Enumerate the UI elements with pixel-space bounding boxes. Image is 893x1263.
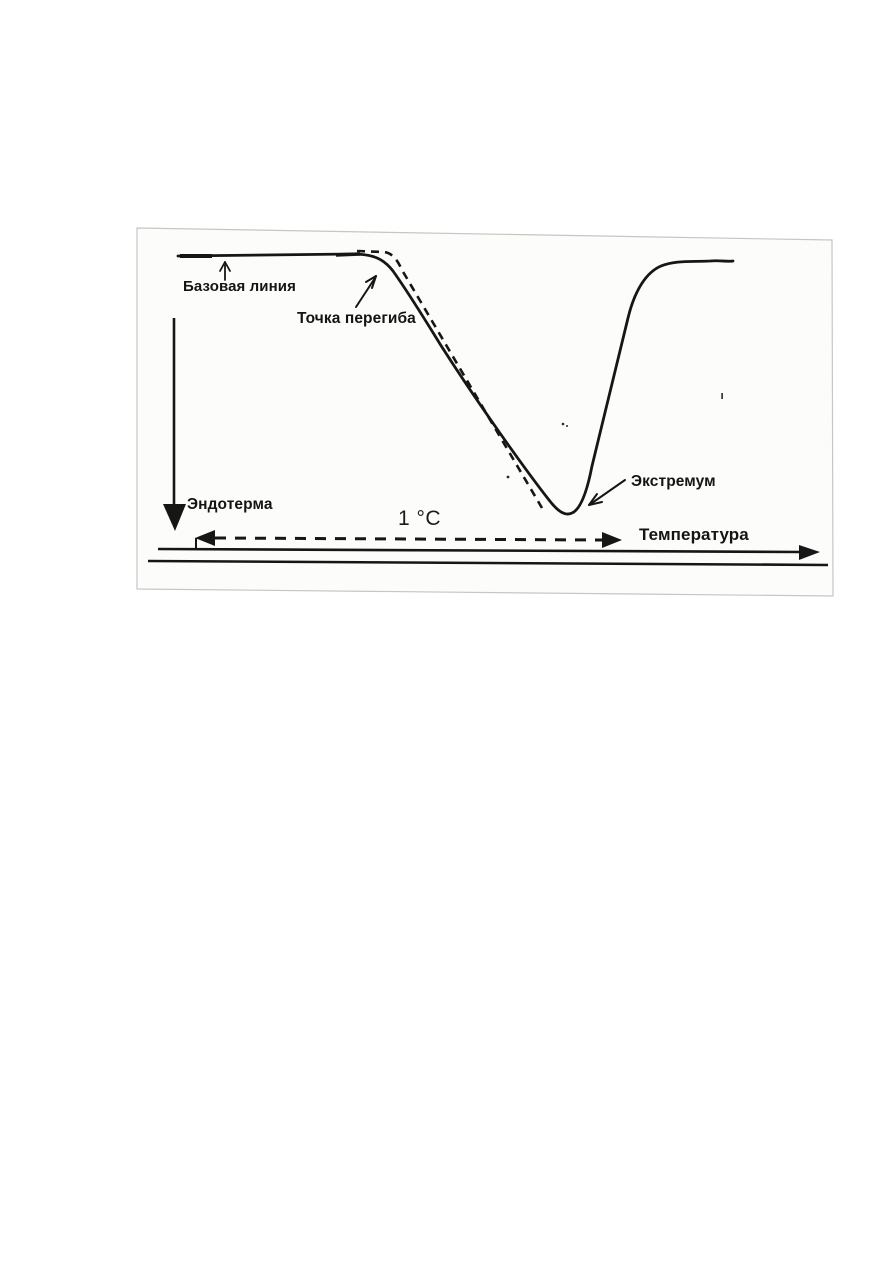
baseline-ink-noise	[336, 254, 360, 255]
inflection-label: Точка перегиба	[297, 310, 416, 327]
endotherm-label: Эндотерма	[187, 496, 273, 513]
temperature-label: Температура	[639, 525, 749, 544]
extremum-label: Экстремум	[631, 473, 716, 490]
baseline-label: Базовая линия	[183, 278, 296, 295]
scale-label: 1 °C	[398, 507, 442, 530]
